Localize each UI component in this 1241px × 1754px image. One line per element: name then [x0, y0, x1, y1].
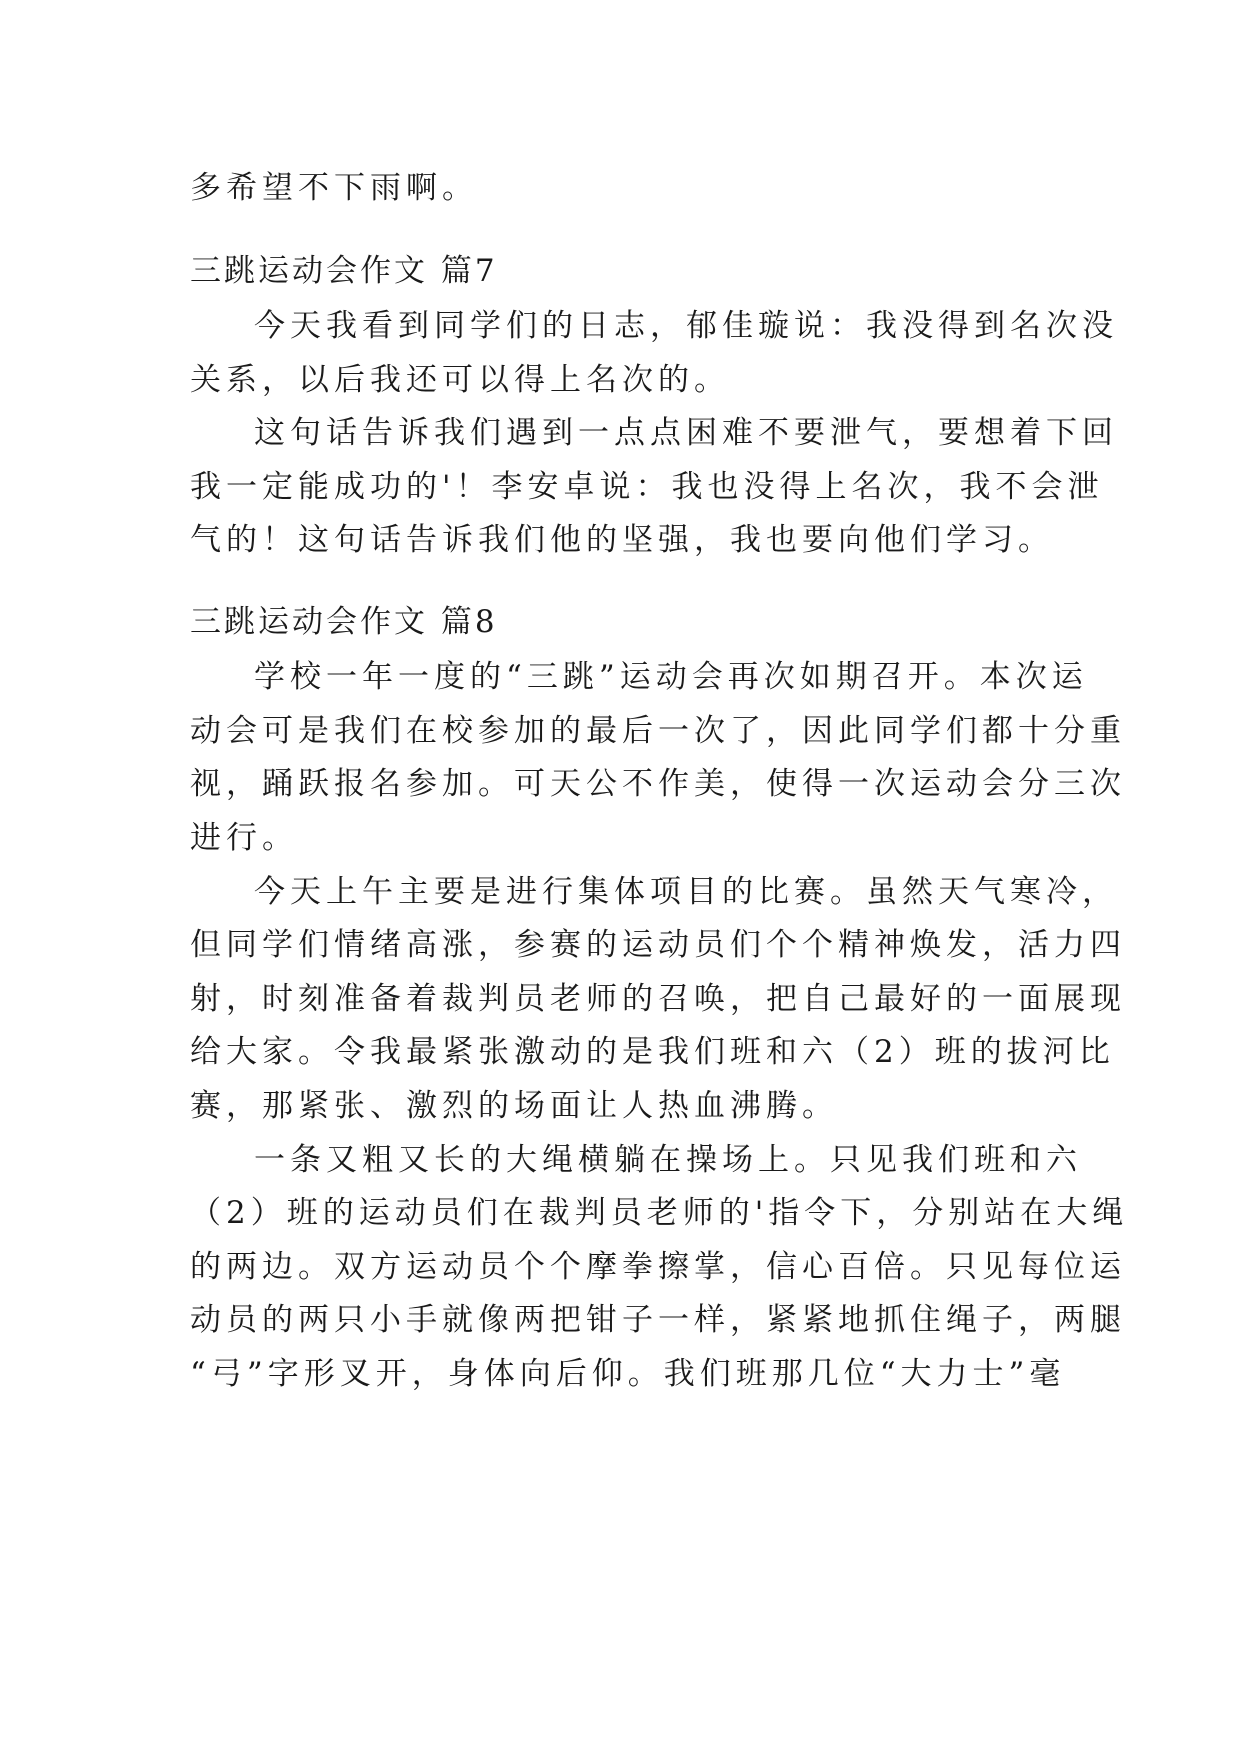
paragraph-line: 这句话告诉我们遇到一点点困难不要泄气，要想着下回	[254, 415, 1118, 451]
paragraph-line: 给大家。令我最紧张激动的是我们班和六（2）班的拔河比	[190, 1034, 1115, 1070]
paragraph-line: 动员的两只小手就像两把钳子一样，紧紧地抓住绳子，两腿	[190, 1302, 1126, 1338]
paragraph-line: 多希望不下雨啊。	[190, 170, 478, 206]
paragraph-line: 的两边。双方运动员个个摩拳擦掌，信心百倍。只见每位运	[190, 1249, 1126, 1285]
paragraph-line: 关系，以后我还可以得上名次的。	[190, 362, 730, 398]
paragraph-line: 今天上午主要是进行集体项目的比赛。虽然天气寒冷，	[254, 874, 1118, 910]
paragraph-line: 气的！这句话告诉我们他的坚强，我也要向他们学习。	[190, 522, 1054, 558]
paragraph-line: 进行。	[190, 820, 298, 856]
paragraph-line: （2）班的运动员们在裁判员老师的'指令下，分别站在大绳	[190, 1195, 1129, 1231]
section-heading: 三跳运动会作文 篇7	[190, 253, 498, 289]
paragraph-line: 我一定能成功的'！李安卓说：我也没得上名次，我不会泄	[190, 469, 1104, 505]
paragraph-line: “弓”字形叉开，身体向后仰。我们班那几位“大力士”毫	[190, 1356, 1066, 1392]
paragraph-line: 赛，那紧张、激烈的场面让人热血沸腾。	[190, 1088, 838, 1124]
paragraph-line: 射，时刻准备着裁判员老师的召唤，把自己最好的一面展现	[190, 981, 1126, 1017]
paragraph-line: 学校一年一度的“三跳”运动会再次如期召开。本次运	[254, 659, 1088, 695]
paragraph-line: 但同学们情绪高涨，参赛的运动员们个个精神焕发，活力四	[190, 927, 1126, 963]
paragraph-line: 动会可是我们在校参加的最后一次了，因此同学们都十分重	[190, 713, 1126, 749]
paragraph-line: 今天我看到同学们的日志，郁佳璇说：我没得到名次没	[254, 308, 1118, 344]
paragraph-line: 一条又粗又长的大绳横躺在操场上。只见我们班和六	[254, 1142, 1082, 1178]
paragraph-line: 视，踊跃报名参加。可天公不作美，使得一次运动会分三次	[190, 766, 1126, 802]
section-heading: 三跳运动会作文 篇8	[190, 604, 498, 640]
